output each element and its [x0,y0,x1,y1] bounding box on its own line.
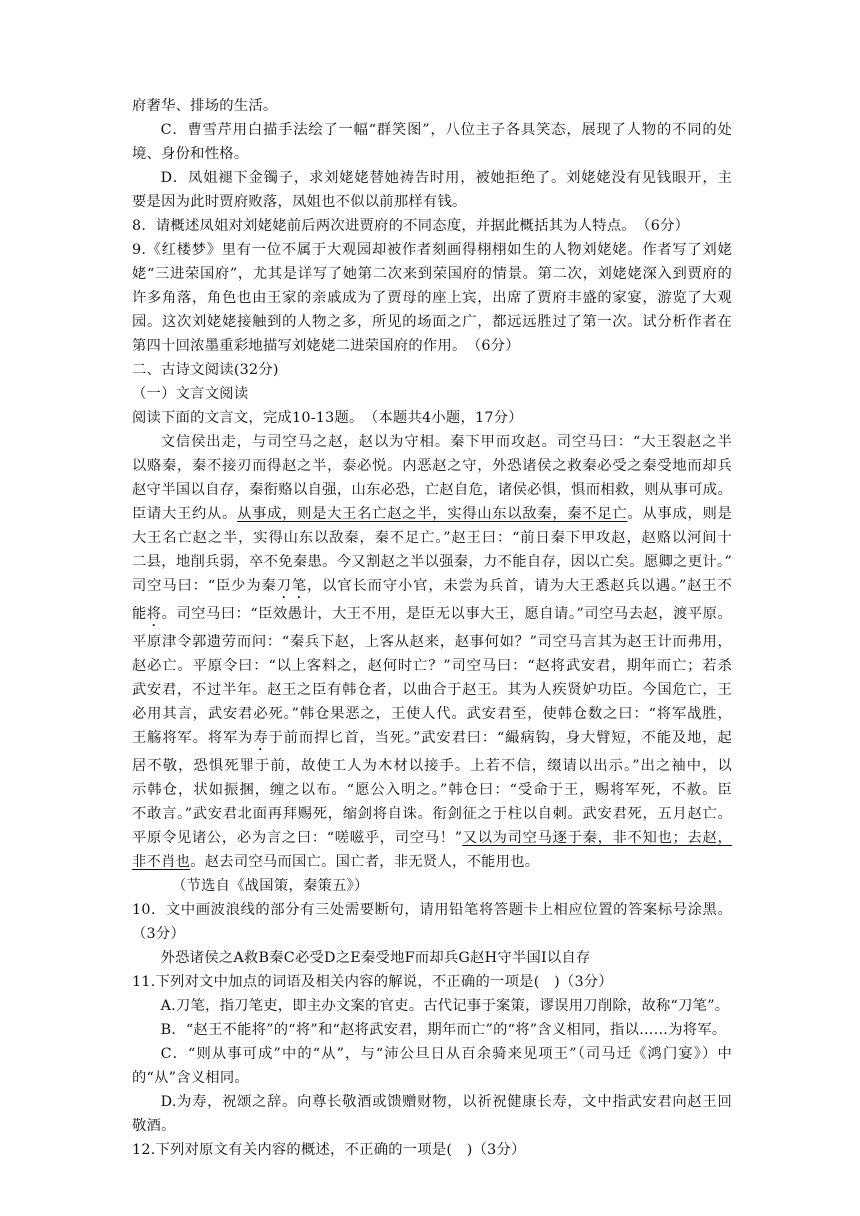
option-d-line: D.为寿，祝颂之辞。向尊长敬酒或馈赠财物，以祈祝健康长寿，文中指武安君向赵王回 [160,1094,732,1110]
text-line: 要是因为此时贾府败落，凤姐也不似以前那样有钱。 [132,194,467,210]
text-line: 园。这次刘姥姥接触到的人物之多，所见的场面之广，都远远胜过了第一次。试分析作者在 [132,314,732,330]
underlined-sentence: 从事成，则是大王名亡赵之半，实得山东以敌秦，秦不足亡 [237,506,628,522]
text-span: 平原令见诸公，必为言之曰：“嗟嗞乎，司空马！” [132,830,463,846]
question-8: 8．请概述凤姐对刘姥姥前后两次进贾府的不同态度，并据此概括其为人特点。 （6分） [132,218,690,234]
passage-line: 不敢言。”武安君北面再拜赐死，缩剑将自诛。衔剑征之于柱以自刺。武安君死，五月赵亡。 [132,806,732,822]
text-line: 境、身份和性格。 [132,146,249,162]
underlined-sentence: 非不肖也 [132,854,191,870]
text-span: 。从事成，则是 [627,506,733,522]
option-d-line: D．凤姐褪下金镯子，求刘姥姥替她祷告时用，被她拒绝了。刘姥姥没有见钱眼开，主 [160,170,732,186]
passage-line: 必用其言，武安君必死。”韩仓果恶之，王使人代。武安君至，使韩仓数之曰：“将军战胜， [132,706,732,722]
passage-line: 二县，地削兵弱，卒不免秦患。今又割赵之半以强秦，力不能自存，因以亡矣。愿卿之更计。” [132,554,732,570]
text-span: ，以官长而守小官，未尝为兵首，请为大王悉赵兵以遇。”赵王不 [307,578,733,594]
passage-line [132,826,732,850]
dotted-word: 将 [146,606,162,622]
text-span: 臣请大王约从。 [132,506,238,522]
dotted-word: 寿 [253,730,269,746]
passage-line [132,602,732,630]
option-c-line: C．曹雪芹用白描手法绘了一幅“群笑图”，八位主子各具笑态，展现了人物的不同的处 [160,122,732,138]
passage-line [132,502,732,526]
question-9: 9.《红楼梦》里有一位不属于大观园却被作者刻画得栩栩如生的人物刘姥姥。作者写了刘姥 [132,242,732,258]
passage-line [132,574,732,602]
passage-line [132,850,732,874]
question-12: 12.下列对原文有关内容的概述，不正确的一项是( )（3分） [132,1142,526,1158]
break-options: 外恐诸侯之A救B秦C必受D之E秦受地F而却兵G赵H守半国I以自存 [160,950,591,966]
reading-instruction: 阅读下面的文言文，完成10-13题。 （本题共4小题，17分） [132,410,523,426]
subsection-heading: （一）文言文阅读 [132,386,249,402]
option-b-line: B．“赵王不能将”的“将”和“赵将武安君，期年而亡”的“将”含义相同，指以……为将军。 [160,1022,727,1038]
passage-line: 赵必亡。平原令曰：“以上客料之，赵何时亡？”司空马曰：“赵将武安君，期年而亡；若杀 [132,658,732,674]
text-span: 于前而捍匕首，当死。”武安君曰：“繓病钩，身大臂短，不能及地，起 [268,730,733,746]
underlined-sentence: 又以为司空马逐于秦，非不知也；去赵， [462,830,733,846]
option-a-line: A.刀笔，指刀笔吏，即主办文案的官吏。古代记事于案策，谬误用刀削除，故称“刀笔”。 [160,998,730,1014]
question-11: 11.下列对文中加点的词语及相关内容的解说，不正确的一项是( )（3分） [132,974,613,990]
text-span: 司空马曰：“臣少为秦 [132,578,277,594]
text-line: 第四十回浓墨重彩地描写刘姥姥二进荣国府的作用。 （6分） [132,338,520,354]
option-c-line: C．“则从事可成”中的“从”，与“沛公旦日从百余骑来见项王”（司马迁《鸿门宴》）中 [160,1046,732,1062]
document-page [132,94,732,1162]
text-line: 的“从”含义相同。 [132,1070,249,1086]
passage-line: 文信侯出走，与司空马之赵，赵以为守相。秦下甲而攻赵。司空马曰：“大王裂赵之半 [160,434,732,450]
text-span: 王觞将军。将军为 [132,730,254,746]
text-line: 许多角落，角色也由王家的亲戚成为了贾母的座上宾，出席了贾府丰盛的家宴，游览了大观 [132,290,732,306]
text-span: 。司空马曰：“臣效愚计，大王不用，是臣无以事大王，愿自请。”司空马去赵，渡平原。 [161,606,732,622]
text-span: 能 [132,606,147,622]
passage-line: 大王名亡赵之半，实得山东以敌秦，秦不足亡。”赵王曰：“前日秦下甲攻赵，赵赂以河间十 [132,530,732,546]
text-line: （3分） [132,926,185,942]
passage-line: 以赂秦，秦不接刃而得赵之半，泰必悦。内恶赵之守，外恐诸侯之救秦必受之秦受地而却兵 [132,458,732,474]
section-heading: 二、古诗文阅读(32分) [132,362,279,378]
passage-line: 居不敬，恐惧死罪于前，故使工人为木材以接手。上若不信，缀请以出示。”出之袖中，以 [132,758,732,774]
source-note: （节选自《战国策，秦策五》） [172,878,369,894]
text-span: 。赵去司空马而国亡。国亡者，非无贤人，不能用也。 [190,854,540,870]
passage-line: 示韩仓，状如振捆，缠之以布。“愿公入明之。”韩仓曰：“受命于王，赐将军死，不赦。臣 [132,782,732,798]
dotted-word: 刀笔 [276,578,307,594]
text-line: 姥“三进荣国府”，尤其是详写了她第二次来到荣国府的情景。第二次，刘姥姥深入到贾府的 [132,266,732,282]
text-line: 敬酒。 [132,1118,176,1134]
passage-line [132,726,732,754]
question-10: 10．文中画波浪线的部分有三处需要断句，请用铅笔将答题卡上相应位置的答案标号涂黑。 [132,902,732,918]
passage-line: 武安君，不过半年。赵王之臣有韩仓者，以曲合于赵王。其为人疾贤妒功臣。今国危亡，王 [132,682,732,698]
passage-line: 赵守半国以自存，秦衔赂以自强，山东必恐，亡赵自危，诸侯必惧，惧而相救，则从事可成。 [132,482,732,498]
text-line: 府奢华、排场的生活。 [132,98,278,114]
passage-line: 平原津令郭遗劳而问：“秦兵下赵，上客从赵来，赵事何如？”司空马言其为赵王计而弗用， [132,634,732,650]
